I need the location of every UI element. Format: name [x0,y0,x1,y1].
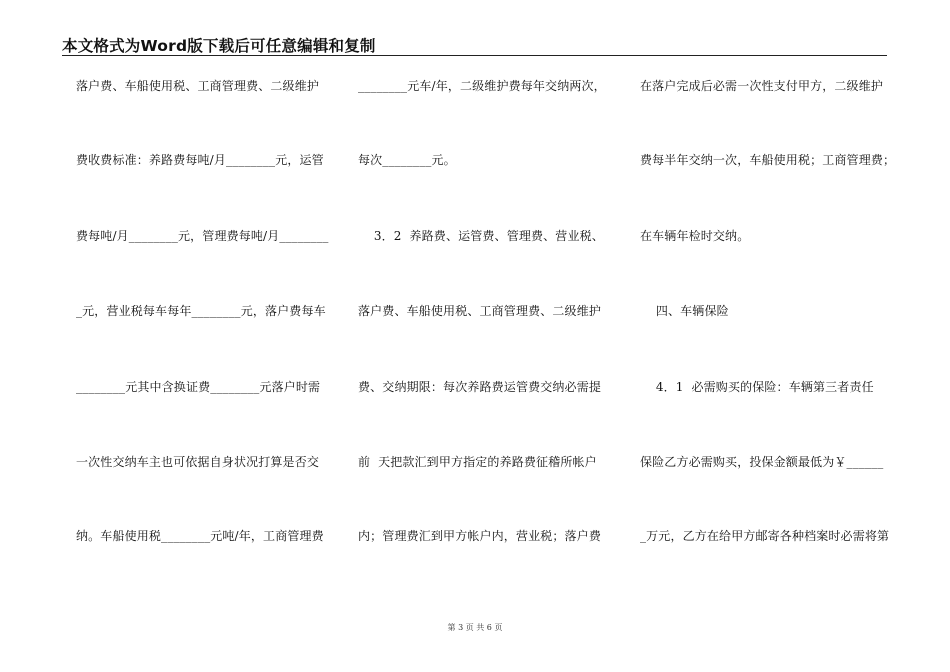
text-line: ________元车/年，二级维护费每年交纳两次， [358,79,606,93]
text-column-left [76,0,329,672]
text-line: 费每半年交纳一次，车船使用税；工商管理费； [640,153,896,167]
document-header-title: 本文格式为Word版下载后可任意编辑和复制 [62,37,376,55]
page-number-footer: 第 3 页 共 6 页 [447,623,503,632]
section-heading-vehicle-insurance: 四、车辆保险 [640,304,729,318]
text-line: 费每吨/月________元，管理费每吨/月________ [76,229,329,243]
text-line: 落户费、车船使用税、工商管理费、二级维护 [358,304,602,318]
text-line: 纳。车船使用税________元吨/年，工商管理费 [76,529,324,543]
text-line: 每次________元。 [358,153,456,167]
text-line: _元，营业税每车每年________元，落户费每车 [76,304,326,318]
text-line: 前 天把款汇到甲方指定的养路费征稽所帐户 [358,455,597,469]
text-line: 费收费标准：养路费每吨/月________元，运管 [76,153,324,167]
text-line: 费、交纳期限：每次养路费运管费交纳必需提 [358,380,602,394]
section-heading-3-2: 3．2 养路费、运管费、管理费、营业税、 [358,229,604,243]
text-line: 在落户完成后必需一次性支付甲方，二级维护 [640,79,884,93]
text-column-middle [358,0,608,672]
text-line: 一次性交纳车主也可依据自身状况打算是否交 [76,455,320,469]
text-column-right [640,0,896,672]
text-line: 内；管理费汇到甲方帐户内，营业税；落户费 [358,529,602,543]
section-heading-4-1: 4．1 必需购买的保险：车辆第三者责任 [640,380,874,394]
text-line: 保险乙方必需购买，投保金额最低为￥______ [640,455,884,469]
text-line: ________元其中含换证费________元落户时需 [76,380,321,394]
text-line: _万元，乙方在给甲方邮寄各种档案时必需将第 [640,529,890,543]
text-line: 落户费、车船使用税、工商管理费、二级维护 [76,79,320,93]
text-line: 在车辆年检时交纳。 [640,229,750,243]
